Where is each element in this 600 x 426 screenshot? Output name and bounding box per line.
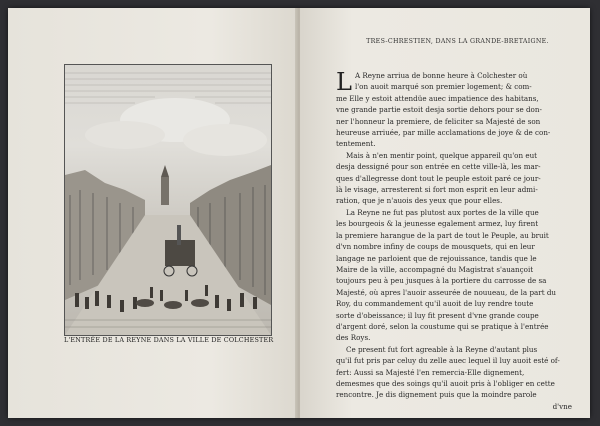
text-line: tentement. bbox=[336, 139, 376, 149]
right-page bbox=[300, 8, 590, 418]
text-line: la premiere harangue de la part de tout le Peuple, au bruit bbox=[336, 230, 549, 240]
text-line: vne grande partie estoit desja sortie dehors pour se don- bbox=[336, 105, 542, 115]
paragraph-2 bbox=[336, 150, 572, 207]
paragraph-1 bbox=[336, 70, 572, 150]
text-line: les bourgeois & la jeunesse egalement armez, luy firent bbox=[336, 219, 539, 229]
text-line: Maire de la ville, accompagné du Magistrat s'auançoit bbox=[336, 264, 534, 274]
text-line: rencontre. Je dis dignement puis que la moindre parole bbox=[336, 390, 537, 400]
catchword: d'vne bbox=[552, 401, 572, 411]
text-line: fert: Aussi sa Majesté l'en remercia-Elle dignement, bbox=[336, 367, 525, 377]
engraving-caption: L'ENTRÉE DE LA REYNE DANS LA VILLE DE COLCHESTER bbox=[64, 336, 274, 344]
text-line: l'on auoit marqué son premier logement; & com- bbox=[354, 82, 532, 92]
left-page bbox=[8, 8, 299, 418]
text-line: ration, que je n'auois des yeux que pour elles. bbox=[336, 196, 503, 206]
text-line: là le visage, arresterent si fort mon esprit en leur admi- bbox=[336, 185, 538, 195]
text-line: d'vn nombre infiny de coups de mousquets, qui en leur bbox=[336, 242, 535, 252]
body-text bbox=[336, 70, 572, 412]
text-line: sorte d'obeissance; il luy fit present d'vne grande coupe bbox=[336, 310, 539, 320]
text-line: La Reyne ne fut pas plutost aux portes de la ville que bbox=[346, 207, 539, 217]
text-line: qu'il fut pris par celuy du zelle auec lequel il luy auoit esté of- bbox=[336, 356, 560, 366]
text-line: Mais à n'en mentir point, quelque appareil qu'on eut bbox=[346, 150, 538, 160]
paragraph-4 bbox=[336, 344, 572, 401]
text-line: demesmes que des soings qu'il auoit pris à l'obliger en cette bbox=[336, 378, 555, 388]
text-line: Roy, du commandement qu'il auoit de luy rendre toute bbox=[336, 299, 534, 309]
text-line: Ce present fut fort agreable à la Reyne d'autant plus bbox=[346, 344, 538, 354]
open-book bbox=[8, 8, 590, 418]
text-line: des Roys. bbox=[336, 333, 371, 343]
text-line: ner l'honneur la premiere, de feliciter sa Majesté de son bbox=[336, 116, 541, 126]
engraving-street-scene bbox=[65, 65, 271, 335]
text-line: ques d'allegresse dont tout le peuple estoit paré ce jour- bbox=[336, 173, 541, 183]
engraving-illustration bbox=[64, 64, 272, 336]
text-line: langage ne parloient que de rejouissance, tandis que le bbox=[336, 253, 537, 263]
drop-capital: L bbox=[336, 68, 352, 96]
running-head: TRES-CHRESTIEN, DANS LA GRANDE-BRETAIGNE. bbox=[366, 38, 549, 45]
text-line: d'argent doré, selon la coustume qui se pratique à l'entrée bbox=[336, 321, 549, 331]
text-line: heureuse arriuée, par mille acclamations de joye & de con- bbox=[336, 128, 551, 138]
text-line: me Elle y estoit attendüe auec impatience des habitans, bbox=[336, 93, 539, 103]
text-line: Majesté, où apres l'auoir asseurée de nouueau, de la part du bbox=[336, 287, 557, 297]
text-line: A Reyne arriua de bonne heure à Colchester où bbox=[354, 71, 528, 80]
text-line: toujours peu à peu jusques à la portiere du carrosse de sa bbox=[336, 276, 547, 286]
paragraph-3 bbox=[336, 207, 572, 344]
text-line: desja dessigné pour son entrée en cette ville-là, les mar- bbox=[336, 162, 541, 172]
